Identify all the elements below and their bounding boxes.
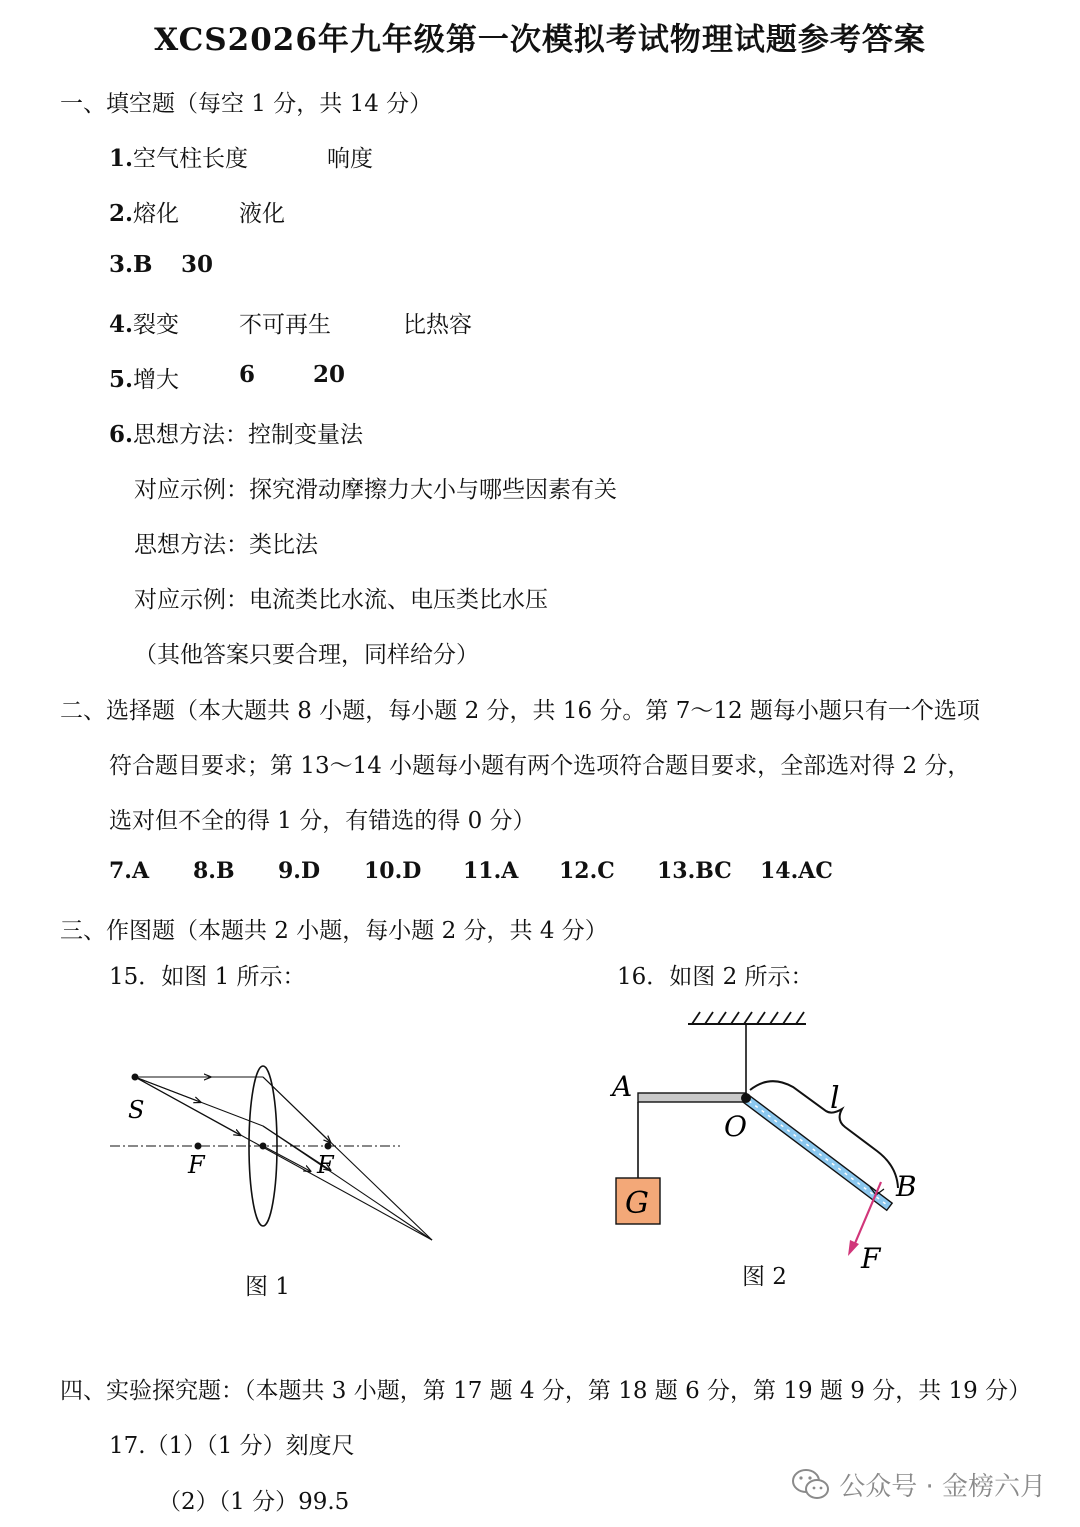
choice-answer-7: 7.A — [109, 858, 150, 884]
answer-4: 4.裂变 — [109, 311, 180, 338]
label-g: G — [625, 1186, 649, 1221]
optical-center — [260, 1143, 267, 1150]
light-rays — [135, 1077, 432, 1240]
choice-answer-9: 9.D — [278, 858, 321, 884]
label-a: A — [612, 1070, 633, 1103]
focus-right — [325, 1143, 332, 1150]
section-2-heading-line2: 符合题目要求；第 13～14 小题每小题有两个选项符合题目要求，全部选对得 2 分， — [109, 753, 971, 779]
figure-1-caption: 图 1 — [245, 1274, 290, 1300]
section-1-heading: 一、填空题（每空 1 分，共 14 分） — [60, 91, 433, 117]
section-4-heading: 四、实验探究题：（本题共 3 小题，第 17 题 4 分，第 18 题 6 分，第 19 题 9 分，共 19 分） — [60, 1378, 1032, 1404]
figure-2-lever-diagram — [600, 1010, 940, 1280]
section-2-heading: 二、选择题（本大题共 8 小题，每小题 2 分，共 16 分。第 7～12 题每小题只有一个选项 — [60, 698, 980, 724]
answer-6: 6.思想方法：控制变量法 — [109, 421, 364, 448]
answer-4c: 比热容 — [403, 312, 472, 338]
choice-answer-14: 14.AC — [760, 858, 833, 884]
answer-1b: 响度 — [327, 146, 373, 172]
answer-6-example-2: 对应示例：电流类比水流、电压类比水压 — [134, 587, 548, 613]
answer-6-method-2: 思想方法：类比法 — [134, 532, 318, 558]
answer-2b: 液化 — [239, 201, 285, 227]
page-title: XCS2026年九年级第一次模拟考试物理试题参考答案 — [154, 22, 926, 58]
label-f-right: F — [317, 1151, 334, 1179]
choice-answer-8: 8.B — [193, 858, 235, 884]
label-b: B — [896, 1170, 917, 1203]
figure-2-caption: 图 2 — [742, 1264, 787, 1290]
answer-5: 5.增大 — [109, 366, 180, 393]
section-1-note: （其他答案只要合理，同样给分） — [134, 642, 479, 668]
answer-5b: 6 — [239, 361, 256, 388]
section-2-heading-line3: 选对但不全的得 1 分，有错选的得 0 分） — [109, 808, 536, 834]
focus-left — [195, 1143, 202, 1150]
answer-3b: 30 — [181, 251, 214, 278]
answer-17-2: （2）（1 分）99.5 — [158, 1489, 350, 1515]
ceiling-hatching — [692, 1012, 804, 1024]
label-o: O — [724, 1110, 747, 1143]
label-f: F — [861, 1242, 881, 1275]
answer-3: 3.B — [109, 251, 153, 278]
lever-arm-oa — [638, 1093, 746, 1102]
answer-5c: 20 — [313, 361, 346, 388]
force-arrowhead — [848, 1240, 859, 1256]
watermark — [791, 1466, 1046, 1503]
answer-4b: 不可再生 — [239, 312, 331, 338]
answer-1: 1.空气柱长度 — [109, 145, 249, 172]
watermark-text: 公众号 · 金榜六月 — [839, 1472, 1046, 1502]
choice-answer-10: 10.D — [364, 858, 422, 884]
section-3-heading: 三、作图题（本题共 2 小题，每小题 2 分，共 4 分） — [60, 918, 608, 944]
question-16-label: 16．如图 2 所示： — [617, 964, 814, 990]
choice-answer-11: 11.A — [463, 858, 519, 884]
label-l: l — [830, 1081, 840, 1116]
label-s: S — [128, 1096, 145, 1124]
wechat-icon — [791, 1468, 831, 1502]
answer-2: 2.熔化 — [109, 200, 180, 227]
brace-l — [750, 1081, 898, 1188]
source-point-s — [132, 1074, 139, 1081]
answer-6-example-1: 对应示例：探究滑动摩擦力大小与哪些因素有关 — [134, 477, 617, 503]
choice-answer-13: 13.BC — [657, 858, 732, 884]
label-f-left: F — [188, 1151, 205, 1179]
pivot-o — [741, 1093, 751, 1103]
question-15-label: 15．如图 1 所示： — [109, 964, 306, 990]
answer-17-1: 17.（1）（1 分）刻度尺 — [109, 1433, 355, 1459]
lever-arm-ob — [743, 1095, 892, 1211]
choice-answer-12: 12.C — [559, 858, 615, 884]
